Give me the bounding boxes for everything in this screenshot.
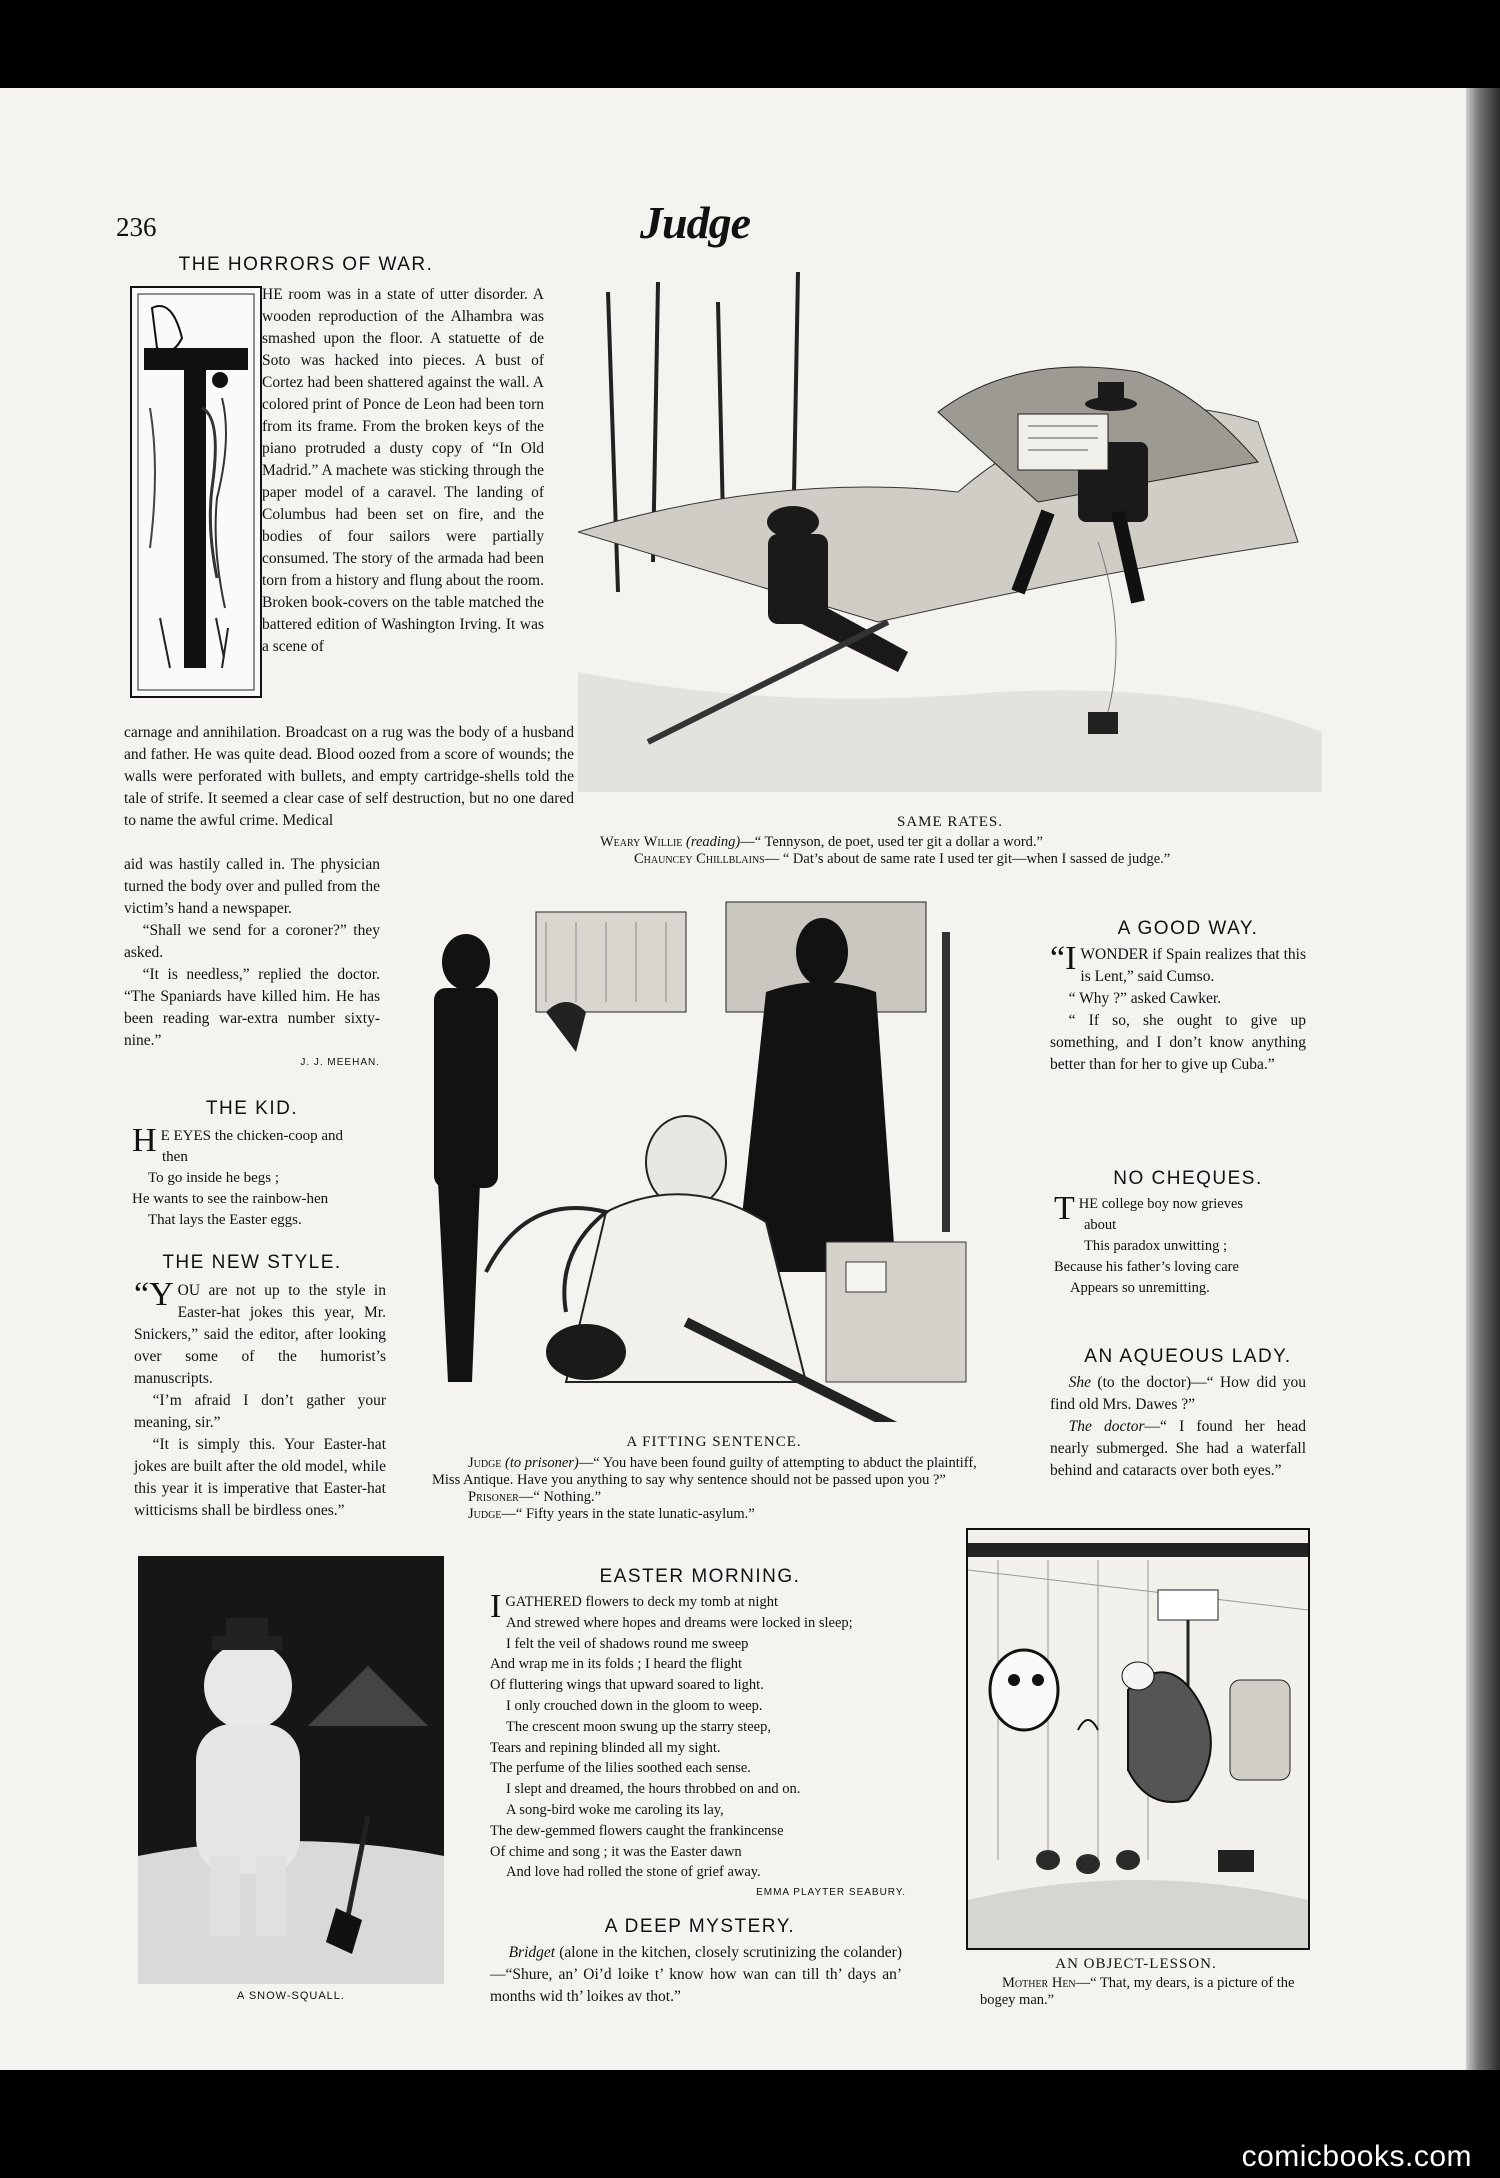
courtroom-illustration [426,892,1002,1422]
easter-line-9: The perfume of the lilies soothed each sense. [490,1760,751,1777]
horrors-paragraph-1a: HE room was in a state of utter disorder. A wooden reproduction of the Alhambra was smashed upon the floor. A statuette of de Soto was hacked into pieces. A bust of Cortez had been shattered against the wall. A colored print of Ponce de Leon had been torn from its frame. From the broken keys of the piano protruded a dusty copy of “In Old Madrid.” A machete was sticking through the paper model of a caravel. The landing of Columbus had been set on fire, and the bodies of four sailors were partially consumed. The story of the armada had been torn from a history and flung about the room. Broken book-covers on the table matched the battered edition of Washington Irving. It was a scene of [262,286,544,655]
newstyle-paragraph-2: “I’m afraid I don’t gather your meaning, sir.” [134,1392,386,1431]
aqueous-title: AN AQUEOUS LADY. [1084,1346,1292,1367]
easter-line-2: And strewed where hopes and dreams were locked in sleep; [506,1614,853,1631]
easter-line-8: Tears and repining blinded all my sight. [490,1739,721,1756]
easter-line-1: GATHERED flowers to deck my tomb at night [505,1594,778,1610]
snowman-illustration [138,1556,444,1984]
fitting-line-3: —“ Fifty years in the state lunatic-asylum.” [501,1506,755,1522]
snow-caption: A SNOW-SQUALL. [237,1990,345,2002]
easter-line-12: The dew-gemmed flowers caught the frankincense [490,1822,784,1839]
cheques-line-5: Appears so unremitting. [1070,1280,1210,1296]
easter-line-3: I felt the veil of shadows round me sweep [506,1635,749,1652]
fitting-action-1: (to prisoner) [505,1455,579,1471]
aqueous-line-1: (to the doctor)—“ How did you find old Mrs. Dawes ?” [1050,1374,1306,1413]
horrors-paragraph-2: “Shall we send for a coroner?” they asked. [124,922,380,961]
kid-line-2: then [162,1149,188,1165]
fitting-speaker-3: Judge [468,1506,502,1522]
horrors-title: THE HORRORS OF WAR. [178,254,434,275]
fitting-speaker-1: Judge [468,1455,502,1471]
fitting-caption [432,1455,1008,1523]
mystery-text [490,1942,902,2008]
aqueous-text [1050,1372,1306,1482]
easter-line-7: The crescent moon swung up the starry steep, [506,1718,771,1735]
book-spine [1466,88,1500,2070]
fitting-line-2: —“ Nothing.” [518,1489,602,1505]
object-caption [980,1975,1316,2009]
easter-line-4: And wrap me in its folds ; I heard the flight [490,1656,743,1673]
kid-line-1: E EYES the chicken-coop and [160,1128,344,1144]
mystery-speaker: Bridget [508,1944,556,1961]
horrors-paragraph-1b: carnage and annihilation. Broadcast on a rug was the body of a husband and father. He was quite dead. Blood oozed from a score of wounds; the walls were perforated with bullets, and empty cartridge-shells told the tale of strife. It seemed a clear case of self destruction, but no one dared to name the awful crime. Medical [124,724,574,829]
horrors-text-wide [124,722,574,832]
mystery-line: (alone in the kitchen, closely scrutinizing the colander)—“Shure, an’ Oi’d loike t’ know how wan can till th’ days an’ months wid th’ loikes av thot.” [490,1944,903,2005]
cheques-title: NO CHEQUES. [1113,1168,1263,1189]
cheques-line-3: This paradox unwitting ; [1084,1238,1227,1254]
scan-top-border [0,0,1500,88]
easter-line-5: Of fluttering wings that upward soared to light. [490,1677,764,1694]
fitting-line-1: —“ You have been found guilty of attempting to abduct the plaintiff, Miss Antique. Have you anything to say why sentence should not be passed upon you ?” [432,1455,977,1488]
good-way-dropcap: “I [1050,940,1077,977]
tramp-illustration [578,272,1322,792]
horrors-text-narrow [124,854,380,1074]
newstyle-title: THE NEW STYLE. [162,1252,342,1273]
good-way-paragraph-3: “ If so, she ought to give up something, and I don’t know anything better than for her to give up Cuba.” [1050,1012,1306,1073]
kid-line-5: That lays the Easter eggs. [148,1212,302,1228]
aqueous-doctor: The doctor [1068,1418,1145,1435]
easter-line-13: Of chime and song ; it was the Easter dawn [490,1843,742,1860]
horrors-signature: J. J. MEEHAN. [300,1057,380,1068]
fitting-speaker-2: Prisoner [468,1489,519,1505]
same-rates-action-1: (reading) [686,834,741,850]
kid-line-4: He wants to see the rainbow-hen [132,1191,329,1207]
mystery-title: A DEEP MYSTERY. [604,1916,796,1937]
newstyle-dropcap: “Y [134,1276,174,1313]
horrors-paragraph-3: “It is needless,” replied the doctor. “The Spaniards have killed him. He has been reading war-extra number sixty-nine.” [124,966,380,1049]
kid-title: THE KID. [205,1098,299,1119]
same-rates-speaker-1: Weary Willie [600,834,683,850]
fitting-title: A FITTING SENTENCE. [626,1434,802,1450]
aqueous-line-2: —“ I found her head nearly submerged. She had a waterfall behind and cataracts over both eyes.” [1050,1418,1306,1479]
easter-dropcap: I [490,1588,502,1625]
good-way-text [1050,940,1306,1076]
newstyle-paragraph-1: OU are not up to the style in Easter-hat jokes this year, Mr. Snickers,” said the editor, after looking over some of the humorist’s manuscripts. [134,1282,386,1387]
horrors-text-beside-cap [262,284,544,658]
easter-line-14: And love had rolled the stone of grief away. [506,1864,761,1881]
good-way-paragraph-1: WONDER if Spain realizes that this is Lent,” said Cumso. [1080,946,1306,985]
kid-dropcap: H [132,1122,157,1159]
easter-line-10: I slept and dreamed, the hours throbbed on and on. [506,1781,801,1798]
horrors-paragraph-1c: aid was hastily called in. The physician turned the body over and pulled from the victim’s hand a newspaper. [124,856,380,917]
same-rates-line-2: — “ Dat’s about de same rate I used ter git—when I sassed de judge.” [764,851,1171,867]
watermark: comicbooks.com [1241,2140,1472,2173]
good-way-paragraph-2: “ Why ?” asked Cawker. [1068,990,1222,1007]
cheques-line-2: about [1084,1217,1117,1233]
good-way-title: A GOOD WAY. [1117,918,1259,939]
page-number: 236 [116,212,157,242]
cheques-dropcap: T [1054,1190,1075,1227]
same-rates-speaker-2: Chauncey Chillblains [634,851,765,867]
same-rates-caption [600,834,1304,868]
masthead-title: Judge [640,197,750,248]
hen-illustration [966,1528,1310,1950]
kid-poem [132,1122,392,1231]
ornamental-dropcap-t [130,286,262,698]
newstyle-paragraph-3: “It is simply this. Your Easter-hat jokes are built after the old model, while this year it is imperative that Easter-hat witticisms shall be birdless ones.” [134,1436,386,1519]
object-speaker: Mother Hen [1002,1975,1076,1991]
easter-title: EASTER MORNING. [599,1566,801,1587]
same-rates-line-1: —“ Tennyson, de poet, used ter git a dollar a word.” [740,834,1043,850]
easter-line-11: A song-bird woke me caroling its lay, [506,1801,724,1818]
aqueous-she: She [1068,1374,1091,1391]
cheques-line-4: Because his father’s loving care [1054,1259,1239,1275]
easter-poem [490,1588,930,1904]
kid-line-3: To go inside he begs ; [148,1170,280,1186]
cheques-poem [1054,1190,1334,1299]
object-title: AN OBJECT-LESSON. [1055,1956,1217,1972]
same-rates-title: SAME RATES. [896,814,1004,830]
object-line: —“ That, my dears, is a picture of the bogey man.” [980,1975,1295,2008]
cheques-line-1: HE college boy now grieves [1078,1196,1244,1212]
easter-signature: EMMA PLAYTER SEABURY. [756,1887,906,1899]
newstyle-text [134,1276,386,1522]
easter-line-6: I only crouched down in the gloom to weep. [506,1697,763,1714]
